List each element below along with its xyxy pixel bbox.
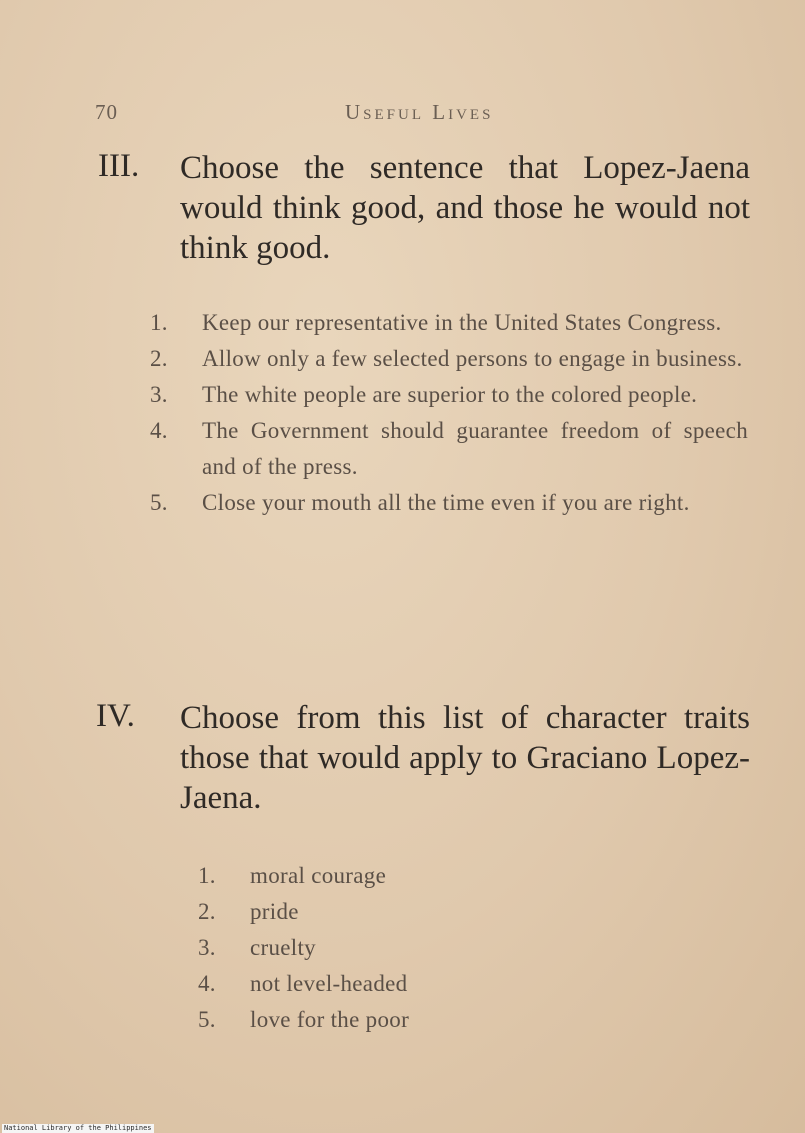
- library-credit: National Library of the Philippines: [4, 1124, 152, 1132]
- item-number: 3.: [198, 935, 216, 960]
- item-text: Close your mouth all the time even if you are right.: [202, 490, 690, 515]
- item-text: moral courage: [250, 863, 387, 888]
- section-numeral: III.: [98, 148, 140, 184]
- list-item: [150, 413, 750, 485]
- list-item: [198, 930, 598, 966]
- list-item: [150, 485, 750, 521]
- page-header: [95, 100, 735, 130]
- item-number: 4.: [150, 418, 168, 443]
- page-number: 70: [95, 100, 118, 124]
- item-text: Allow only a few selected persons to engage in business.: [202, 346, 743, 371]
- item-text: cruelty: [250, 935, 316, 960]
- list-item: [150, 305, 750, 341]
- list-item: [150, 377, 750, 413]
- section-heading: Choose the sentence that Lopez-Jaena would think good, and those he would not think good.: [180, 150, 750, 266]
- list-item: [198, 1002, 598, 1038]
- item-text: The Government should guarantee freedom of speech and of the press.: [202, 418, 748, 479]
- list-item: [198, 858, 598, 894]
- item-text: The white people are superior to the colored people.: [202, 382, 698, 407]
- list-item: [150, 341, 750, 377]
- item-number: 3.: [150, 382, 168, 407]
- list-item: [198, 966, 598, 1002]
- item-number: 5.: [198, 1007, 216, 1032]
- section-heading: Choose from this list of character traits those that would apply to Graciano Lopez-Jaena.: [180, 700, 750, 816]
- running-title: Useful Lives: [345, 100, 494, 124]
- item-number: 4.: [198, 971, 216, 996]
- sentence-list: [150, 305, 750, 521]
- character-traits-list: [198, 858, 598, 1038]
- item-text: love for the poor: [250, 1007, 410, 1032]
- item-text: Keep our representative in the United States Congress.: [202, 310, 722, 335]
- item-text: pride: [250, 899, 299, 924]
- item-number: 2.: [150, 346, 168, 371]
- item-number: 5.: [150, 490, 168, 515]
- item-number: 2.: [198, 899, 216, 924]
- item-number: 1.: [150, 310, 168, 335]
- item-text: not level-headed: [250, 971, 408, 996]
- item-number: 1.: [198, 863, 216, 888]
- list-item: [198, 894, 598, 930]
- section-numeral: IV.: [96, 698, 135, 734]
